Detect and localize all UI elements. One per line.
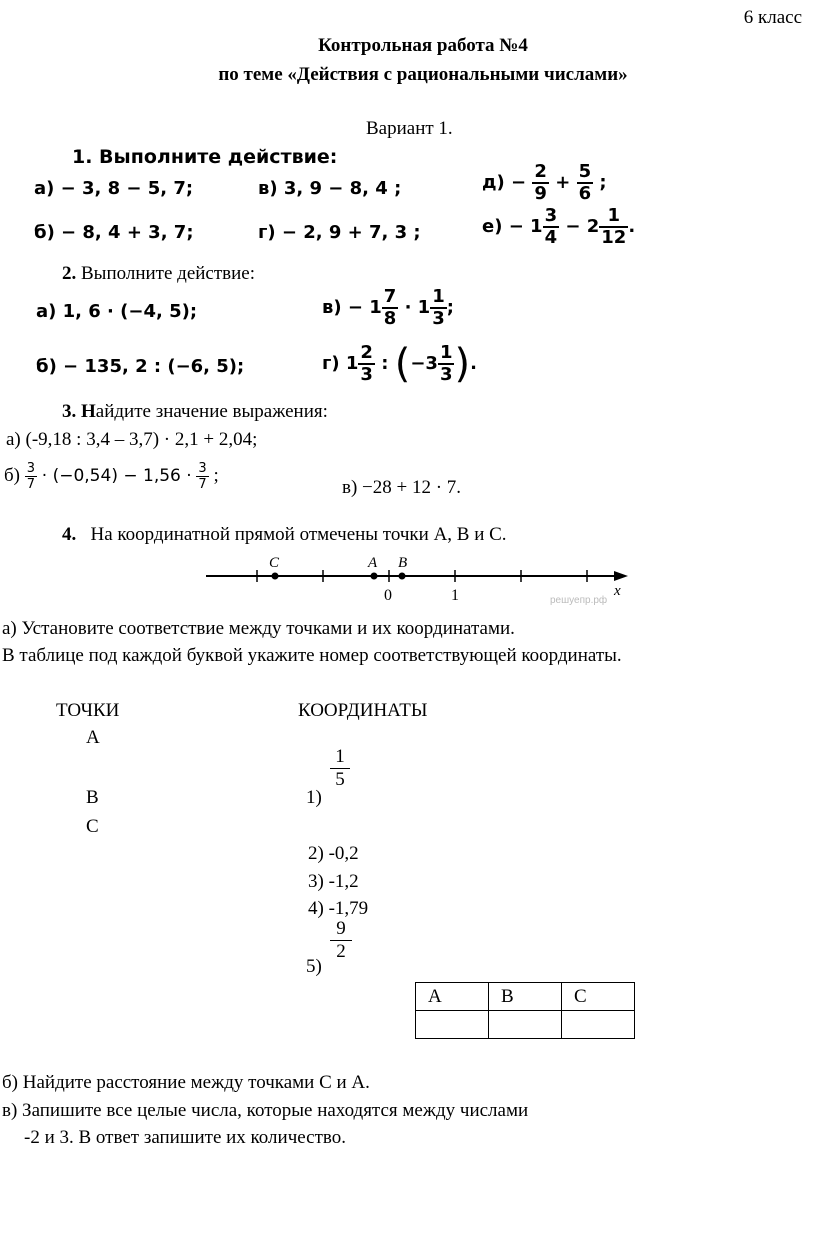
task3-item-a: а) (-9,18 : 3,4 – 3,7) · 2,1 + 2,04;	[6, 429, 258, 450]
numerator: 1	[335, 746, 345, 767]
task2-g-fraction1	[358, 344, 375, 384]
numerator: 1	[599, 207, 628, 228]
task3-item-v: в) −28 + 12 · 7.	[342, 477, 462, 498]
task2-text: Выполните действие:	[81, 263, 256, 284]
point-label-a: А	[86, 727, 100, 748]
task3-b-prefix: б)	[4, 464, 20, 486]
task4-v-line1: в) Запишите все целые числа, которые находятся между числами	[2, 1100, 529, 1121]
task1-item-d	[482, 163, 607, 203]
point-label-c: С	[86, 816, 99, 837]
coord-5-label: 5)	[306, 956, 322, 977]
point-c	[272, 573, 279, 580]
label-a: A	[368, 555, 378, 571]
task2-item-b: б) − 135, 2 : (−6, 5);	[36, 356, 245, 377]
task1-item-g: г) − 2, 9 + 7, 3 ;	[258, 222, 421, 243]
task2-v-mid: · 1	[404, 297, 431, 318]
task1-e-op: − 2	[565, 216, 600, 237]
answer-table-header-row	[416, 983, 635, 1011]
answer-header-a: А	[416, 983, 489, 1011]
answer-cell-c[interactable]	[562, 1011, 635, 1039]
task3-item-b	[4, 462, 219, 491]
denominator: 12	[601, 227, 627, 248]
variant-label: Вариант 1.	[366, 118, 453, 139]
label-zero: 0	[384, 587, 392, 604]
task2-g-end: .	[470, 353, 477, 374]
task4-b: б) Найдите расстояние между точками С и А.	[2, 1072, 370, 1093]
task1-e-prefix: е) − 1	[482, 216, 543, 237]
task1-e-fraction2	[599, 207, 628, 247]
task2-v-prefix: в) − 1	[322, 297, 382, 318]
task2-g-fraction2	[438, 344, 455, 384]
answer-table-value-row	[416, 1011, 635, 1039]
task2-g-mid: :	[381, 353, 389, 374]
denominator: 7	[26, 477, 36, 492]
task2-g-prefix: г) 1	[322, 353, 359, 374]
denominator: 2	[330, 940, 352, 963]
answer-header-c: С	[562, 983, 635, 1011]
task1-d-op: +	[555, 172, 571, 193]
coord-1-fraction	[330, 746, 350, 791]
denominator: 4	[544, 227, 558, 248]
numerator: 1	[439, 342, 453, 363]
numerator: 7	[383, 286, 397, 307]
task1-e-end: .	[628, 216, 636, 237]
task2-v-end: ;	[446, 297, 454, 318]
task4-a-line1: а) Установите соответствие между точками и их координатами.	[2, 618, 515, 639]
task1-item-v: в) 3, 9 − 8, 4 ;	[258, 178, 402, 199]
task3-b-end: ;	[213, 464, 219, 486]
task2-v-fraction1	[382, 288, 399, 328]
column-points-header: ТОЧКИ	[56, 700, 120, 721]
label-one: 1	[451, 587, 459, 604]
denominator: 3	[360, 364, 373, 385]
grade-label: 6 класс	[743, 7, 802, 28]
denominator: 3	[439, 364, 453, 385]
answer-cell-a[interactable]	[416, 1011, 489, 1039]
task4-title	[62, 523, 507, 546]
numerator: 2	[534, 161, 547, 182]
number-line	[200, 552, 640, 608]
task4-a-line2: В таблице под каждой буквой укажите номер соответствующей координаты.	[2, 645, 622, 666]
task4-text: На координатной прямой отмечены точки А, В и С.	[90, 524, 507, 545]
task3-bold-letter: Н	[81, 401, 96, 422]
task4-v-line2: -2 и 3. В ответ запишите их количество.	[24, 1127, 346, 1148]
denominator: 5	[330, 768, 350, 791]
numerator: 3	[544, 205, 558, 226]
point-label-b: В	[86, 787, 99, 808]
numerator: 5	[578, 161, 592, 182]
page-subtitle: по теме «Действия с рациональными числами»	[218, 64, 628, 85]
numerator: 3	[198, 461, 207, 476]
task1-item-a: а) − 3, 8 − 5, 7;	[34, 178, 194, 199]
task1-e-fraction1	[543, 207, 560, 247]
task1-item-b: б) − 8, 4 + 3, 7;	[34, 222, 194, 243]
task2-item-v	[322, 288, 454, 328]
task1-title: 1. Выполните действие:	[72, 146, 338, 168]
coord-3: 3) -1,2	[308, 871, 359, 892]
task2-g-rparen: )	[454, 341, 471, 387]
task3-b-mid: · (−0,54) − 1,56 ·	[41, 465, 192, 486]
task1-d-fraction1	[532, 163, 549, 203]
coord-2: 2) -0,2	[308, 843, 359, 864]
task2-item-a: а) 1, 6 · (−4, 5);	[36, 301, 198, 322]
task2-number: 2.	[62, 263, 77, 284]
point-b	[399, 573, 406, 580]
task3-text: айдите значение выражения:	[95, 401, 328, 422]
column-coords-header: КООРДИНАТЫ	[298, 700, 428, 721]
answer-table	[415, 982, 635, 1039]
denominator: 6	[578, 183, 592, 204]
numerator: 2	[360, 342, 373, 363]
coord-1-label: 1)	[306, 787, 322, 808]
task3-b-fraction1	[25, 462, 37, 491]
denominator: 8	[383, 308, 397, 329]
task3-title	[62, 400, 328, 423]
coord-5-fraction	[330, 918, 352, 963]
denominator: 7	[198, 477, 207, 492]
numerator: 1	[432, 286, 445, 307]
task1-d-end: ;	[599, 172, 607, 193]
label-b: B	[398, 555, 408, 571]
answer-cell-b[interactable]	[489, 1011, 562, 1039]
label-c: C	[269, 555, 280, 571]
task2-title	[62, 262, 255, 285]
watermark: решуепр.рф	[550, 595, 608, 606]
denominator: 9	[534, 183, 547, 204]
task2-item-g	[322, 341, 477, 387]
point-a	[371, 573, 378, 580]
task2-g-inner: −3	[410, 353, 438, 374]
answer-header-b: В	[489, 983, 562, 1011]
task2-g-lparen: (	[394, 341, 411, 387]
denominator: 3	[432, 308, 445, 329]
axis-arrow	[614, 571, 628, 581]
numerator: 9	[336, 918, 346, 939]
task2-v-fraction2	[430, 288, 447, 328]
task3-b-fraction2	[196, 462, 208, 491]
page-title: Контрольная работа №4	[318, 35, 528, 56]
task1-d-prefix: д) −	[482, 172, 527, 193]
coord-4: 4) -1,79	[308, 898, 369, 919]
label-x: x	[614, 583, 621, 599]
task1-item-e	[482, 207, 635, 247]
task3-number: 3.	[62, 401, 77, 422]
numerator: 3	[26, 461, 36, 476]
task4-number: 4.	[62, 524, 77, 545]
task1-d-fraction2	[577, 163, 594, 203]
